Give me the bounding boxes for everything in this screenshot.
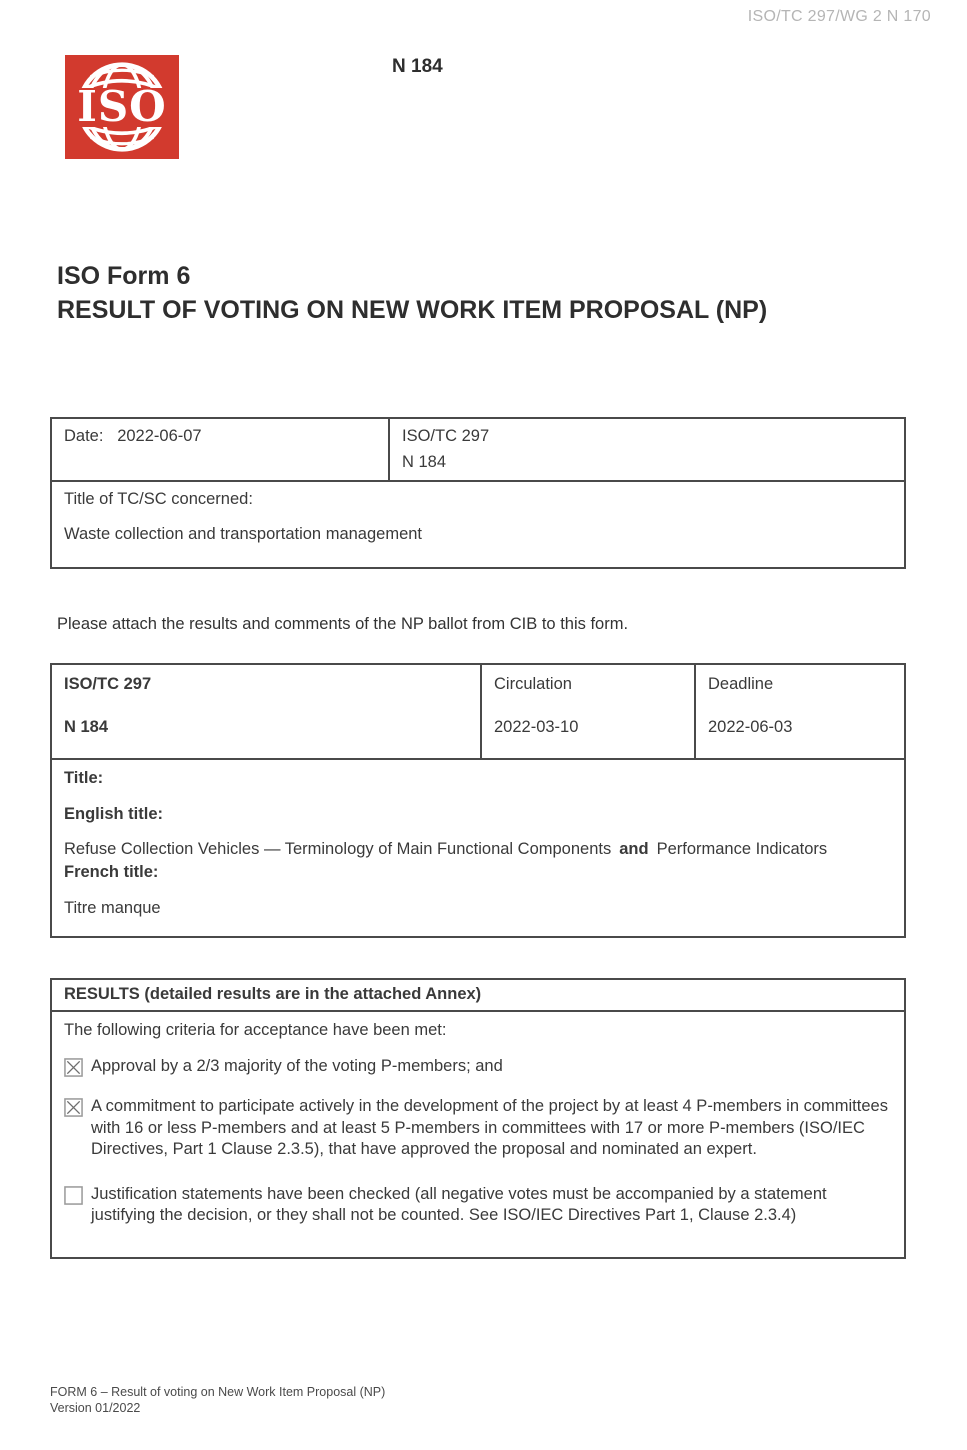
checkbox-unchecked-icon[interactable] — [64, 1186, 83, 1211]
doc-reference: ISO/TC 297/WG 2 N 170 — [747, 8, 931, 25]
ballot-doc-number: N 184 — [64, 718, 109, 736]
english-title-rest: Performance Indicators — [656, 840, 828, 858]
english-title-label: English title: — [64, 805, 163, 823]
committee-name: ISO/TC 297 — [402, 427, 490, 445]
footer-version: Version 01/2022 — [50, 1401, 141, 1415]
ballot-table-header-row — [52, 665, 904, 760]
committee-doc-number: N 184 — [402, 453, 447, 471]
french-title-value: Titre manque — [64, 899, 161, 917]
info-table — [50, 417, 906, 569]
tc-title-value: Waste collection and transportation management — [64, 525, 423, 543]
circulation-cell — [482, 665, 696, 758]
iso-logo — [65, 55, 179, 159]
results-intro: The following criteria for acceptance have been met: — [64, 1021, 447, 1039]
footer-form-name: FORM 6 – Result of voting on New Work Item Proposal (NP) — [50, 1385, 386, 1399]
results-body — [52, 1012, 904, 1257]
checkbox-checked-icon[interactable] — [64, 1058, 83, 1083]
results-header: RESULTS (detailed results are in the attached Annex) — [52, 980, 904, 1012]
circulation-label: Circulation — [494, 675, 572, 693]
page-footer — [50, 1384, 385, 1416]
deadline-cell — [696, 665, 904, 758]
info-table-row-1 — [52, 419, 904, 482]
tc-title-cell — [52, 482, 904, 567]
criterion-text: Justification statements have been checked (all negative votes must be accompanied by a statement justifying the decision, or they shall not be counted. See ISO/IEC Directives Part 1, Clause 2.3.4) — [91, 1184, 827, 1224]
criterion-row — [64, 1184, 892, 1227]
criterion-text: Approval by a 2/3 majority of the voting P-members; and — [91, 1057, 503, 1075]
date-value: 2022-06-07 — [117, 427, 202, 445]
deadline-label: Deadline — [708, 675, 774, 693]
deadline-date: 2022-06-03 — [708, 718, 793, 736]
ballot-committee-cell — [52, 665, 482, 758]
logo-wordmark: ISO — [77, 82, 167, 131]
criterion-row — [64, 1096, 892, 1161]
circulation-date: 2022-03-10 — [494, 718, 579, 736]
title-label: Title: — [64, 769, 104, 787]
ballot-table — [50, 663, 906, 938]
attach-instruction: Please attach the results and comments of the NP ballot from CIB to this form. — [57, 615, 629, 633]
date-cell — [52, 419, 390, 480]
french-title-label: French title: — [64, 863, 159, 881]
doc-number-header: N 184 — [392, 56, 443, 77]
form-name: ISO Form 6 — [57, 262, 191, 290]
form-title: RESULT OF VOTING ON NEW WORK ITEM PROPOSAL (NP) — [57, 296, 768, 324]
english-title-main: Refuse Collection Vehicles — Terminology of Main Functional Components — [64, 840, 612, 858]
english-title-connector: and — [619, 840, 649, 858]
page-title — [57, 259, 767, 327]
committee-cell — [390, 419, 904, 480]
checkbox-checked-icon[interactable] — [64, 1098, 83, 1123]
date-label: Date: — [64, 427, 104, 445]
results-table — [50, 978, 906, 1259]
criterion-text: A commitment to participate actively in the development of the project by at least 4 P-members in committees with 16 or less P-members and at least 5 P-members in committees with 17 or more P-members (ISO/IEC Directives, Part 1 Clause 2.3.5), that have approved the proposal and nominated an expert. — [91, 1097, 888, 1158]
criterion-row — [64, 1056, 892, 1083]
tc-title-label: Title of TC/SC concerned: — [64, 490, 253, 508]
ballot-committee: ISO/TC 297 — [64, 675, 152, 693]
titles-cell — [52, 760, 904, 936]
english-title-value — [64, 838, 844, 860]
